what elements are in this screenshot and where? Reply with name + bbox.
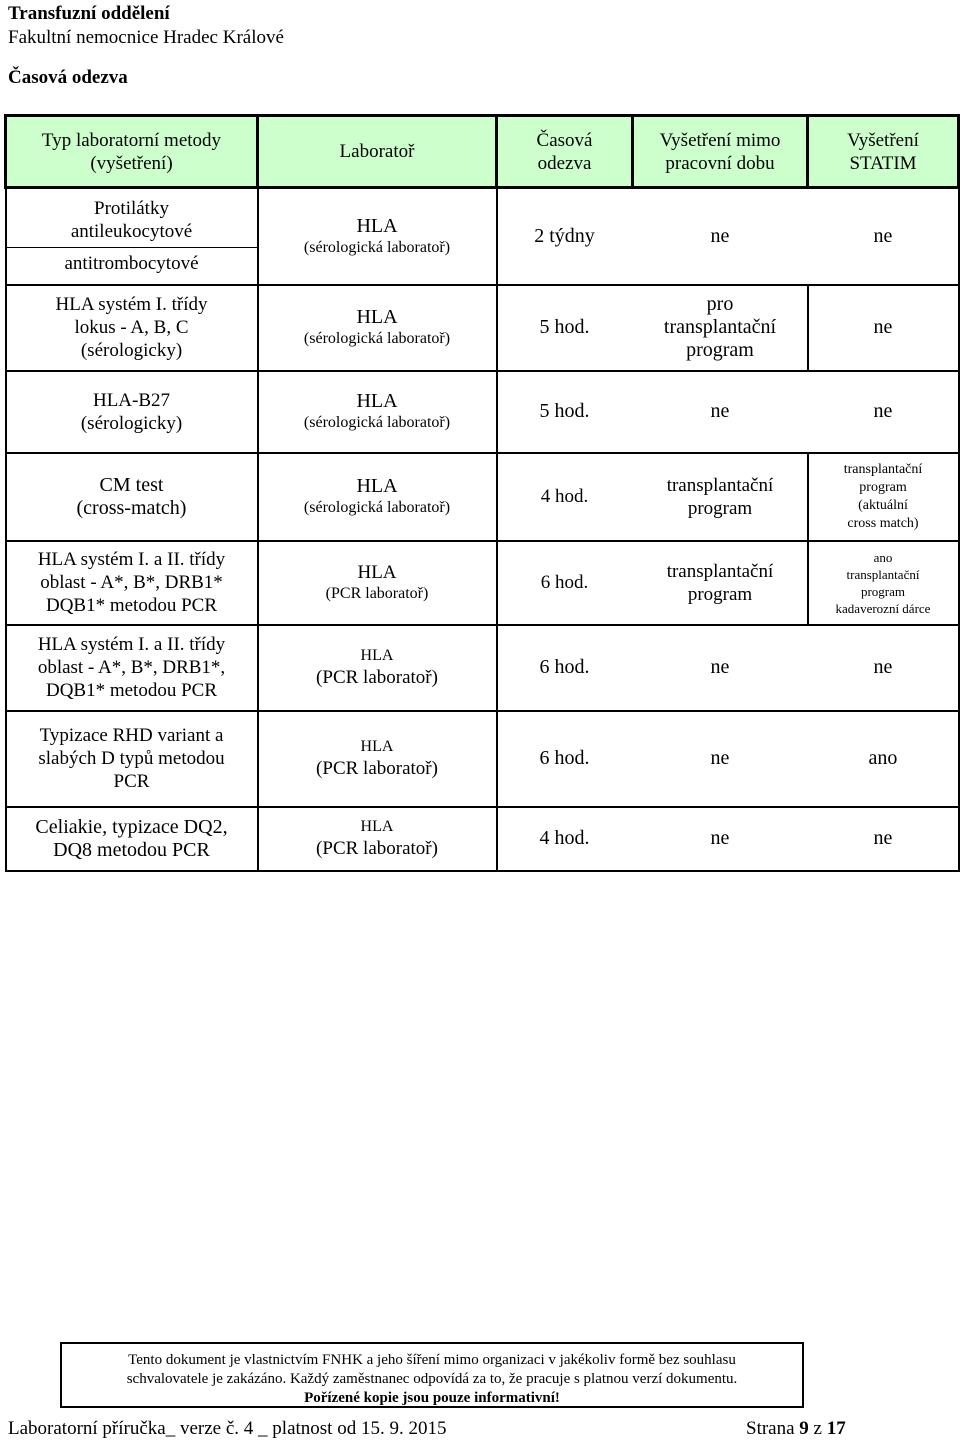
off-hours-cell: ne [633,625,808,711]
method-cell: Protilátky antileukocytové antitrombocytové [6,188,258,285]
column-header-time: Časová odezva [497,116,633,188]
lab-cell: HLA (PCR laboratoř) [258,625,497,711]
section-title: Časová odezva [8,67,128,88]
method-cell: HLA systém I. třídy lokus - A, B, C (sérologicky) [6,285,258,371]
method-cell: CM test (cross-match) [6,453,258,541]
time-cell: 5 hod. [497,371,633,453]
lab-cell: HLA (PCR laboratoř) [258,541,497,625]
notice-line-1: Tento dokument je vlastnictvím FNHK a jeho šíření mimo organizaci v jakékoliv formě bez souhlasu [128,1352,736,1368]
statim-cell: ano [808,711,959,807]
table-row [6,625,959,711]
off-hours-cell: ne [633,711,808,807]
off-hours-cell: ne [633,188,808,285]
table-row [6,188,959,285]
statim-cell: ne [808,285,959,371]
column-header-off-hours: Vyšetření mimo pracovní dobu [633,116,808,188]
column-header-statim: Vyšetření STATIM [808,116,959,188]
notice-line-3: Pořízené kopie jsou pouze informativní! [304,1390,560,1406]
off-hours-cell: transplantační program [633,541,808,625]
method-cell: Typizace RHD variant a slabých D typů metodou PCR [6,711,258,807]
statim-cell: ne [808,625,959,711]
statim-cell: ne [808,188,959,285]
statim-cell: ne [808,807,959,871]
off-hours-cell: ne [633,807,808,871]
notice-line-2: schvalovatele je zakázáno. Každý zaměstnanec odpovídá za to, že pracuje s platnou verzí dokumentu. [126,1371,738,1387]
table-header-row [6,116,959,188]
off-hours-cell: pro transplantační program [633,285,808,371]
response-time-table [4,114,960,872]
table-row [6,541,959,625]
column-header-method: Typ laboratorní metody (vyšetření) [6,116,258,188]
off-hours-cell: transplantační program [633,453,808,541]
lab-cell: HLA (sérologická laboratoř) [258,371,497,453]
lab-cell: HLA (sérologická laboratoř) [258,285,497,371]
method-cell: HLA systém I. a II. třídy oblast - A*, B*, DRB1* DQB1* metodou PCR [6,541,258,625]
statim-cell: transplantační program (aktuální cross match) [808,453,959,541]
lab-cell: HLA (PCR laboratoř) [258,711,497,807]
ownership-notice [60,1342,804,1408]
off-hours-cell: ne [633,371,808,453]
table-row [6,807,959,871]
time-cell: 6 hod. [497,541,633,625]
time-cell: 4 hod. [497,453,633,541]
lab-cell: HLA (sérologická laboratoř) [258,453,497,541]
page-number: Strana 9 z 17 [746,1418,846,1439]
method-cell: Celiakie, typizace DQ2, DQ8 metodou PCR [6,807,258,871]
time-cell: 6 hod. [497,625,633,711]
method-cell: HLA-B27 (sérologicky) [6,371,258,453]
column-header-lab: Laboratoř [258,116,497,188]
department-title: Transfuzní oddělení [8,3,170,24]
table-row [6,285,959,371]
time-cell: 6 hod. [497,711,633,807]
time-cell: 2 týdny [497,188,633,285]
statim-cell: ano transplantační program kadaverozní dárce [808,541,959,625]
table-row [6,453,959,541]
footer-version: Laboratorní příručka_ verze č. 4 _ platnost od 15. 9. 2015 [8,1418,447,1439]
time-cell: 4 hod. [497,807,633,871]
method-cell: HLA systém I. a II. třídy oblast - A*, B*, DRB1*, DQB1* metodou PCR [6,625,258,711]
lab-cell: HLA (sérologická laboratoř) [258,188,497,285]
hospital-name: Fakultní nemocnice Hradec Králové [8,27,284,48]
time-cell: 5 hod. [497,285,633,371]
statim-cell: ne [808,371,959,453]
lab-cell: HLA (PCR laboratoř) [258,807,497,871]
table-row [6,371,959,453]
table-row [6,711,959,807]
